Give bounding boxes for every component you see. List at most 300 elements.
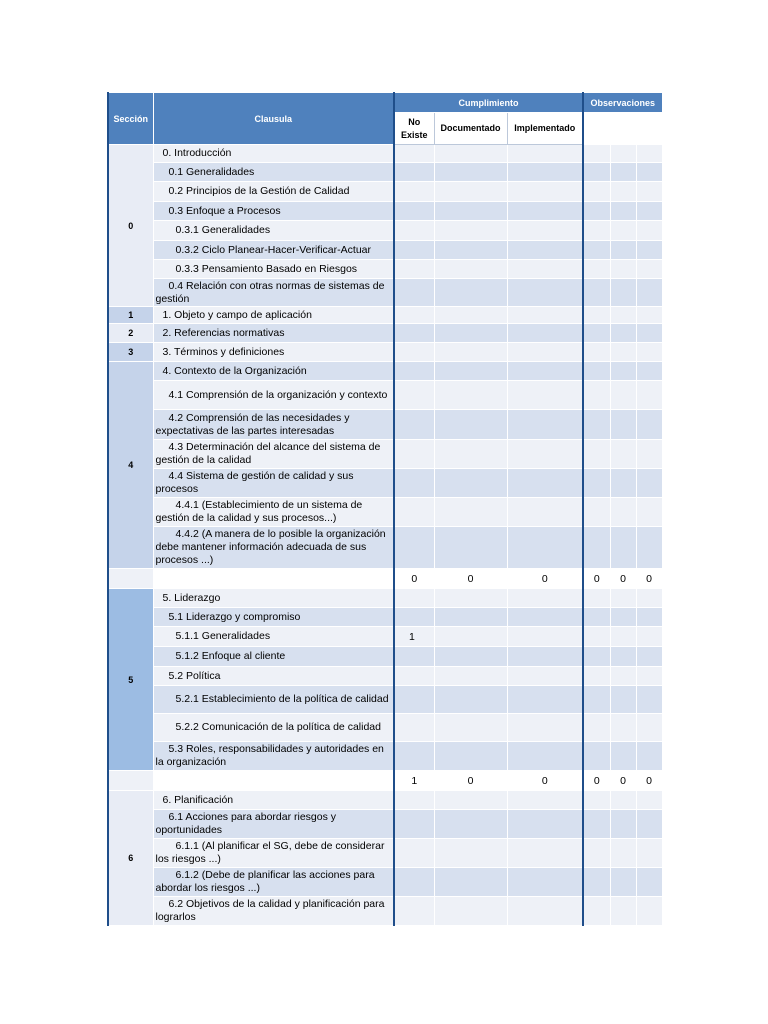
cell-obs2 bbox=[610, 868, 636, 897]
clause-row bbox=[108, 260, 662, 279]
clause-text bbox=[153, 381, 394, 410]
cell-documentado bbox=[434, 381, 507, 410]
cell-obs3 bbox=[636, 839, 662, 868]
cell-obs2 bbox=[610, 498, 636, 527]
cell-obs3 bbox=[636, 469, 662, 498]
cell-obs2 bbox=[610, 279, 636, 307]
clause-cell-blank bbox=[153, 569, 394, 589]
clause-text bbox=[153, 589, 394, 608]
cell-obs2 bbox=[610, 260, 636, 279]
cell-obs1 bbox=[583, 839, 610, 868]
cell-implementado bbox=[507, 362, 583, 381]
clause-row bbox=[108, 381, 662, 410]
cell-implementado bbox=[507, 498, 583, 527]
cell-documentado bbox=[434, 410, 507, 440]
cell-obs1 bbox=[583, 742, 610, 771]
clause-label: 5.1 Liderazgo y compromiso bbox=[168, 610, 301, 623]
cell-obs1 bbox=[583, 182, 610, 202]
cell-no-existe bbox=[394, 202, 434, 221]
clause-text bbox=[153, 647, 394, 667]
cell-implementado bbox=[507, 667, 583, 686]
header-seccion: Sección bbox=[108, 93, 153, 145]
cell-obs3 bbox=[636, 589, 662, 608]
cell-obs3 bbox=[636, 714, 662, 742]
cell-no-existe bbox=[394, 307, 434, 324]
cell-obs3 bbox=[636, 381, 662, 410]
clause-text bbox=[153, 362, 394, 381]
clause-label: 0.1 Generalidades bbox=[168, 165, 255, 178]
cell-obs3 bbox=[636, 145, 662, 163]
cell-obs1 bbox=[583, 202, 610, 221]
cell-obs3 bbox=[636, 202, 662, 221]
cell-no-existe bbox=[394, 260, 434, 279]
clause-row bbox=[108, 307, 662, 324]
clause-label: 2. Referencias normativas bbox=[162, 326, 285, 339]
total-obs3: 0 bbox=[636, 569, 662, 589]
cell-obs3 bbox=[636, 221, 662, 241]
cell-documentado bbox=[434, 307, 507, 324]
cell-implementado bbox=[507, 279, 583, 307]
cell-documentado bbox=[434, 608, 507, 627]
clause-label: 0. Introducción bbox=[162, 147, 232, 159]
clause-label: 4. Contexto de la Organización bbox=[162, 364, 307, 377]
cell-obs3 bbox=[636, 260, 662, 279]
cell-implementado bbox=[507, 221, 583, 241]
cell-documentado bbox=[434, 868, 507, 897]
clause-row bbox=[108, 839, 662, 868]
clause-row bbox=[108, 897, 662, 926]
cell-documentado bbox=[434, 469, 507, 498]
cell-no-existe bbox=[394, 469, 434, 498]
cell-obs2 bbox=[610, 381, 636, 410]
clause-label: 4.4 Sistema de gestión de calidad y sus procesos bbox=[155, 470, 354, 495]
clause-label: 5.1.1 Generalidades bbox=[175, 630, 271, 642]
cell-obs2 bbox=[610, 686, 636, 714]
cell-obs2 bbox=[610, 182, 636, 202]
totals-row bbox=[108, 569, 662, 589]
cell-obs3 bbox=[636, 440, 662, 469]
cell-obs1 bbox=[583, 810, 610, 839]
cell-obs3 bbox=[636, 742, 662, 771]
total-obs3: 0 bbox=[636, 771, 662, 791]
cell-documentado bbox=[434, 260, 507, 279]
clause-row bbox=[108, 527, 662, 569]
cell-documentado bbox=[434, 589, 507, 608]
cell-implementado bbox=[507, 163, 583, 182]
cell-obs2 bbox=[610, 410, 636, 440]
clause-text bbox=[153, 714, 394, 742]
cell-documentado bbox=[434, 362, 507, 381]
cell-obs1 bbox=[583, 241, 610, 260]
cell-obs1 bbox=[583, 279, 610, 307]
cell-implementado bbox=[507, 686, 583, 714]
cell-obs2 bbox=[610, 647, 636, 667]
clause-row bbox=[108, 469, 662, 498]
clause-text bbox=[153, 627, 394, 647]
clause-row bbox=[108, 810, 662, 839]
cell-obs3 bbox=[636, 527, 662, 569]
cell-documentado bbox=[434, 627, 507, 647]
cell-documentado bbox=[434, 324, 507, 343]
cell-documentado bbox=[434, 810, 507, 839]
cell-obs2 bbox=[610, 145, 636, 163]
cell-implementado bbox=[507, 381, 583, 410]
total-documentado: 0 bbox=[434, 771, 507, 791]
section-number: 4 bbox=[108, 362, 153, 569]
cell-implementado bbox=[507, 714, 583, 742]
clause-row bbox=[108, 145, 662, 163]
header-clausula: Clausula bbox=[153, 93, 394, 145]
cell-documentado bbox=[434, 527, 507, 569]
clause-row bbox=[108, 791, 662, 810]
clause-label: 6.1.2 (Debe de planificar las acciones para abordar los riesgos ...) bbox=[155, 869, 375, 894]
clause-text bbox=[153, 810, 394, 839]
clause-label: 5.2 Política bbox=[168, 669, 221, 682]
cell-obs3 bbox=[636, 307, 662, 324]
clause-label: 6.1.1 (Al planificar el SG, debe de considerar los riesgos ...) bbox=[155, 840, 385, 865]
clause-text bbox=[153, 221, 394, 241]
clause-text bbox=[153, 145, 394, 163]
cell-obs3 bbox=[636, 241, 662, 260]
total-implementado: 0 bbox=[507, 569, 583, 589]
cell-obs1 bbox=[583, 714, 610, 742]
cell-obs1 bbox=[583, 527, 610, 569]
cell-obs1 bbox=[583, 469, 610, 498]
cell-no-existe bbox=[394, 742, 434, 771]
cell-no-existe bbox=[394, 145, 434, 163]
cell-obs2 bbox=[610, 839, 636, 868]
clause-label: 6.1 Acciones para abordar riesgos y oportunidades bbox=[155, 811, 337, 836]
cell-obs2 bbox=[610, 897, 636, 926]
cell-obs3 bbox=[636, 362, 662, 381]
cell-documentado bbox=[434, 145, 507, 163]
section-number: 1 bbox=[108, 307, 153, 324]
cell-documentado bbox=[434, 686, 507, 714]
cell-implementado bbox=[507, 589, 583, 608]
cell-no-existe bbox=[394, 839, 434, 868]
clause-row bbox=[108, 163, 662, 182]
cell-obs2 bbox=[610, 608, 636, 627]
cell-obs1 bbox=[583, 163, 610, 182]
compliance-table bbox=[107, 92, 663, 926]
clause-label: 5. Liderazgo bbox=[162, 591, 221, 604]
cell-obs3 bbox=[636, 182, 662, 202]
cell-documentado bbox=[434, 163, 507, 182]
clause-row bbox=[108, 343, 662, 362]
cell-no-existe bbox=[394, 589, 434, 608]
clause-label: 5.2.2 Comunicación de la política de calidad bbox=[175, 721, 381, 733]
cell-obs1 bbox=[583, 307, 610, 324]
cell-implementado bbox=[507, 145, 583, 163]
cell-no-existe bbox=[394, 440, 434, 469]
cell-obs3 bbox=[636, 810, 662, 839]
cell-obs3 bbox=[636, 608, 662, 627]
cell-obs1 bbox=[583, 897, 610, 926]
clause-label: 0.3.3 Pensamiento Basado en Riesgos bbox=[175, 262, 358, 275]
section-cell-blank bbox=[108, 771, 153, 791]
clause-row bbox=[108, 410, 662, 440]
cell-obs1 bbox=[583, 647, 610, 667]
clause-label: 3. Términos y definiciones bbox=[162, 345, 285, 358]
total-obs1: 0 bbox=[583, 771, 610, 791]
cell-obs2 bbox=[610, 241, 636, 260]
cell-implementado bbox=[507, 260, 583, 279]
total-implementado: 0 bbox=[507, 771, 583, 791]
clause-text bbox=[153, 839, 394, 868]
cell-obs2 bbox=[610, 343, 636, 362]
cell-implementado bbox=[507, 343, 583, 362]
cell-obs1 bbox=[583, 260, 610, 279]
cell-obs1 bbox=[583, 362, 610, 381]
cell-documentado bbox=[434, 647, 507, 667]
cell-obs2 bbox=[610, 221, 636, 241]
cell-implementado bbox=[507, 440, 583, 469]
cell-no-existe: 1 bbox=[394, 627, 434, 647]
cell-obs2 bbox=[610, 469, 636, 498]
cell-obs2 bbox=[610, 589, 636, 608]
clause-row bbox=[108, 667, 662, 686]
cell-no-existe bbox=[394, 608, 434, 627]
clause-text bbox=[153, 469, 394, 498]
cell-obs1 bbox=[583, 221, 610, 241]
cell-implementado bbox=[507, 742, 583, 771]
clause-text bbox=[153, 202, 394, 221]
cell-obs3 bbox=[636, 324, 662, 343]
clause-text bbox=[153, 241, 394, 260]
clause-row bbox=[108, 647, 662, 667]
cell-obs2 bbox=[610, 440, 636, 469]
clause-row bbox=[108, 714, 662, 742]
header-observaciones: Observaciones bbox=[583, 93, 662, 113]
cell-documentado bbox=[434, 241, 507, 260]
cell-no-existe bbox=[394, 182, 434, 202]
cell-implementado bbox=[507, 810, 583, 839]
header-cumplimiento: Cumplimiento bbox=[394, 93, 583, 113]
clause-row bbox=[108, 686, 662, 714]
cell-no-existe bbox=[394, 868, 434, 897]
clause-label: 6. Planificación bbox=[162, 793, 234, 806]
clause-text bbox=[153, 498, 394, 527]
section-number: 3 bbox=[108, 343, 153, 362]
cell-obs3 bbox=[636, 410, 662, 440]
cell-documentado bbox=[434, 897, 507, 926]
clause-text bbox=[153, 324, 394, 343]
cell-no-existe bbox=[394, 362, 434, 381]
clause-label: 4.1 Comprensión de la organización y contexto bbox=[168, 388, 388, 401]
cell-obs3 bbox=[636, 627, 662, 647]
cell-documentado bbox=[434, 714, 507, 742]
cell-implementado bbox=[507, 469, 583, 498]
cell-no-existe bbox=[394, 279, 434, 307]
clause-label: 0.4 Relación con otras normas de sistemas de gestión bbox=[155, 279, 385, 305]
cell-no-existe bbox=[394, 163, 434, 182]
clause-label: 4.4.2 (A manera de lo posible la organización debe mantener información adecuada de sus procesos ...) bbox=[155, 528, 386, 566]
section-number: 5 bbox=[108, 589, 153, 771]
cell-obs1 bbox=[583, 145, 610, 163]
clause-row bbox=[108, 324, 662, 343]
cell-obs1 bbox=[583, 381, 610, 410]
clause-text bbox=[153, 686, 394, 714]
cell-obs2 bbox=[610, 667, 636, 686]
cell-implementado bbox=[507, 608, 583, 627]
clause-label: 0.3.1 Generalidades bbox=[175, 224, 271, 236]
clause-text bbox=[153, 343, 394, 362]
clause-text bbox=[153, 868, 394, 897]
cell-documentado bbox=[434, 498, 507, 527]
clause-row bbox=[108, 362, 662, 381]
cell-obs1 bbox=[583, 410, 610, 440]
cell-implementado bbox=[507, 182, 583, 202]
clause-text bbox=[153, 279, 394, 307]
cell-no-existe bbox=[394, 381, 434, 410]
cell-documentado bbox=[434, 343, 507, 362]
section-number: 6 bbox=[108, 791, 153, 926]
cell-obs2 bbox=[610, 714, 636, 742]
header-documentado: Documentado bbox=[434, 113, 507, 145]
cell-obs3 bbox=[636, 791, 662, 810]
cell-obs2 bbox=[610, 742, 636, 771]
cell-no-existe bbox=[394, 686, 434, 714]
clause-text bbox=[153, 527, 394, 569]
cell-obs3 bbox=[636, 163, 662, 182]
cell-documentado bbox=[434, 202, 507, 221]
section-cell-blank bbox=[108, 569, 153, 589]
cell-documentado bbox=[434, 667, 507, 686]
clause-label: 4.4.1 (Establecimiento de un sistema de gestión de la calidad y sus procesos...) bbox=[155, 499, 363, 524]
header-no-existe: No Existe bbox=[394, 113, 434, 145]
cell-obs3 bbox=[636, 897, 662, 926]
clause-row bbox=[108, 608, 662, 627]
cell-no-existe bbox=[394, 647, 434, 667]
cell-no-existe bbox=[394, 498, 434, 527]
section-number: 2 bbox=[108, 324, 153, 343]
cell-obs1 bbox=[583, 324, 610, 343]
total-obs2: 0 bbox=[610, 569, 636, 589]
cell-no-existe bbox=[394, 791, 434, 810]
cell-obs2 bbox=[610, 163, 636, 182]
cell-obs2 bbox=[610, 307, 636, 324]
clause-label: 4.2 Comprensión de las necesidades y expectativas de las partes interesadas bbox=[155, 411, 350, 437]
clause-row bbox=[108, 868, 662, 897]
section-number: 0 bbox=[108, 145, 153, 307]
cell-obs3 bbox=[636, 686, 662, 714]
clause-row bbox=[108, 498, 662, 527]
clause-label: 4.3 Determinación del alcance del sistema de gestión de la calidad bbox=[155, 441, 381, 466]
cell-obs2 bbox=[610, 527, 636, 569]
clause-text bbox=[153, 410, 394, 440]
clause-label: 5.1.2 Enfoque al cliente bbox=[175, 650, 286, 662]
cell-obs2 bbox=[610, 810, 636, 839]
cell-obs1 bbox=[583, 589, 610, 608]
clause-row bbox=[108, 202, 662, 221]
clause-text bbox=[153, 182, 394, 202]
cell-obs1 bbox=[583, 791, 610, 810]
total-obs1: 0 bbox=[583, 569, 610, 589]
cell-obs3 bbox=[636, 498, 662, 527]
clause-label: 5.3 Roles, responsabilidades y autoridades en la organización bbox=[155, 743, 384, 768]
cell-no-existe bbox=[394, 343, 434, 362]
total-obs2: 0 bbox=[610, 771, 636, 791]
cell-obs1 bbox=[583, 440, 610, 469]
cell-obs3 bbox=[636, 647, 662, 667]
clause-row bbox=[108, 241, 662, 260]
cell-no-existe bbox=[394, 410, 434, 440]
clause-row bbox=[108, 742, 662, 771]
cell-implementado bbox=[507, 868, 583, 897]
clause-row bbox=[108, 627, 662, 647]
cell-implementado bbox=[507, 307, 583, 324]
cell-no-existe bbox=[394, 324, 434, 343]
cell-obs2 bbox=[610, 627, 636, 647]
cell-documentado bbox=[434, 182, 507, 202]
clause-label: 1. Objeto y campo de aplicación bbox=[162, 308, 312, 321]
totals-row bbox=[108, 771, 662, 791]
clause-text bbox=[153, 791, 394, 810]
cell-documentado bbox=[434, 839, 507, 868]
clause-text bbox=[153, 608, 394, 627]
cell-no-existe bbox=[394, 241, 434, 260]
cell-no-existe bbox=[394, 810, 434, 839]
cell-obs3 bbox=[636, 343, 662, 362]
clause-text bbox=[153, 163, 394, 182]
clause-label: 0.3 Enfoque a Procesos bbox=[168, 204, 281, 217]
cell-obs1 bbox=[583, 686, 610, 714]
cell-obs2 bbox=[610, 362, 636, 381]
clause-text bbox=[153, 307, 394, 324]
clause-row bbox=[108, 221, 662, 241]
cell-implementado bbox=[507, 241, 583, 260]
cell-obs1 bbox=[583, 627, 610, 647]
cell-no-existe bbox=[394, 897, 434, 926]
clause-row bbox=[108, 589, 662, 608]
clause-text bbox=[153, 440, 394, 469]
cell-obs2 bbox=[610, 791, 636, 810]
clause-label: 0.3.2 Ciclo Planear-Hacer-Verificar-Actuar bbox=[175, 243, 371, 256]
total-no-existe: 0 bbox=[394, 569, 434, 589]
cell-documentado bbox=[434, 791, 507, 810]
clause-text bbox=[153, 742, 394, 771]
cell-obs3 bbox=[636, 667, 662, 686]
cell-obs1 bbox=[583, 667, 610, 686]
header-implementado: Implementado bbox=[507, 113, 583, 145]
cell-implementado bbox=[507, 647, 583, 667]
cell-obs1 bbox=[583, 608, 610, 627]
clause-text bbox=[153, 897, 394, 926]
cell-implementado bbox=[507, 791, 583, 810]
cell-implementado bbox=[507, 202, 583, 221]
cell-documentado bbox=[434, 440, 507, 469]
cell-implementado bbox=[507, 627, 583, 647]
cell-no-existe bbox=[394, 221, 434, 241]
cell-no-existe bbox=[394, 714, 434, 742]
clause-label: 0.2 Principios de la Gestión de Calidad bbox=[168, 185, 350, 197]
clause-row bbox=[108, 182, 662, 202]
cell-implementado bbox=[507, 324, 583, 343]
cell-obs3 bbox=[636, 868, 662, 897]
cell-no-existe bbox=[394, 667, 434, 686]
cell-documentado bbox=[434, 279, 507, 307]
clause-text bbox=[153, 260, 394, 279]
cell-no-existe bbox=[394, 527, 434, 569]
total-documentado: 0 bbox=[434, 569, 507, 589]
clause-row bbox=[108, 279, 662, 307]
clause-text bbox=[153, 667, 394, 686]
clause-label: 6.2 Objetivos de la calidad y planificación para lograrlos bbox=[155, 898, 385, 923]
total-no-existe: 1 bbox=[394, 771, 434, 791]
cell-documentado bbox=[434, 221, 507, 241]
cell-obs2 bbox=[610, 202, 636, 221]
cell-obs3 bbox=[636, 279, 662, 307]
